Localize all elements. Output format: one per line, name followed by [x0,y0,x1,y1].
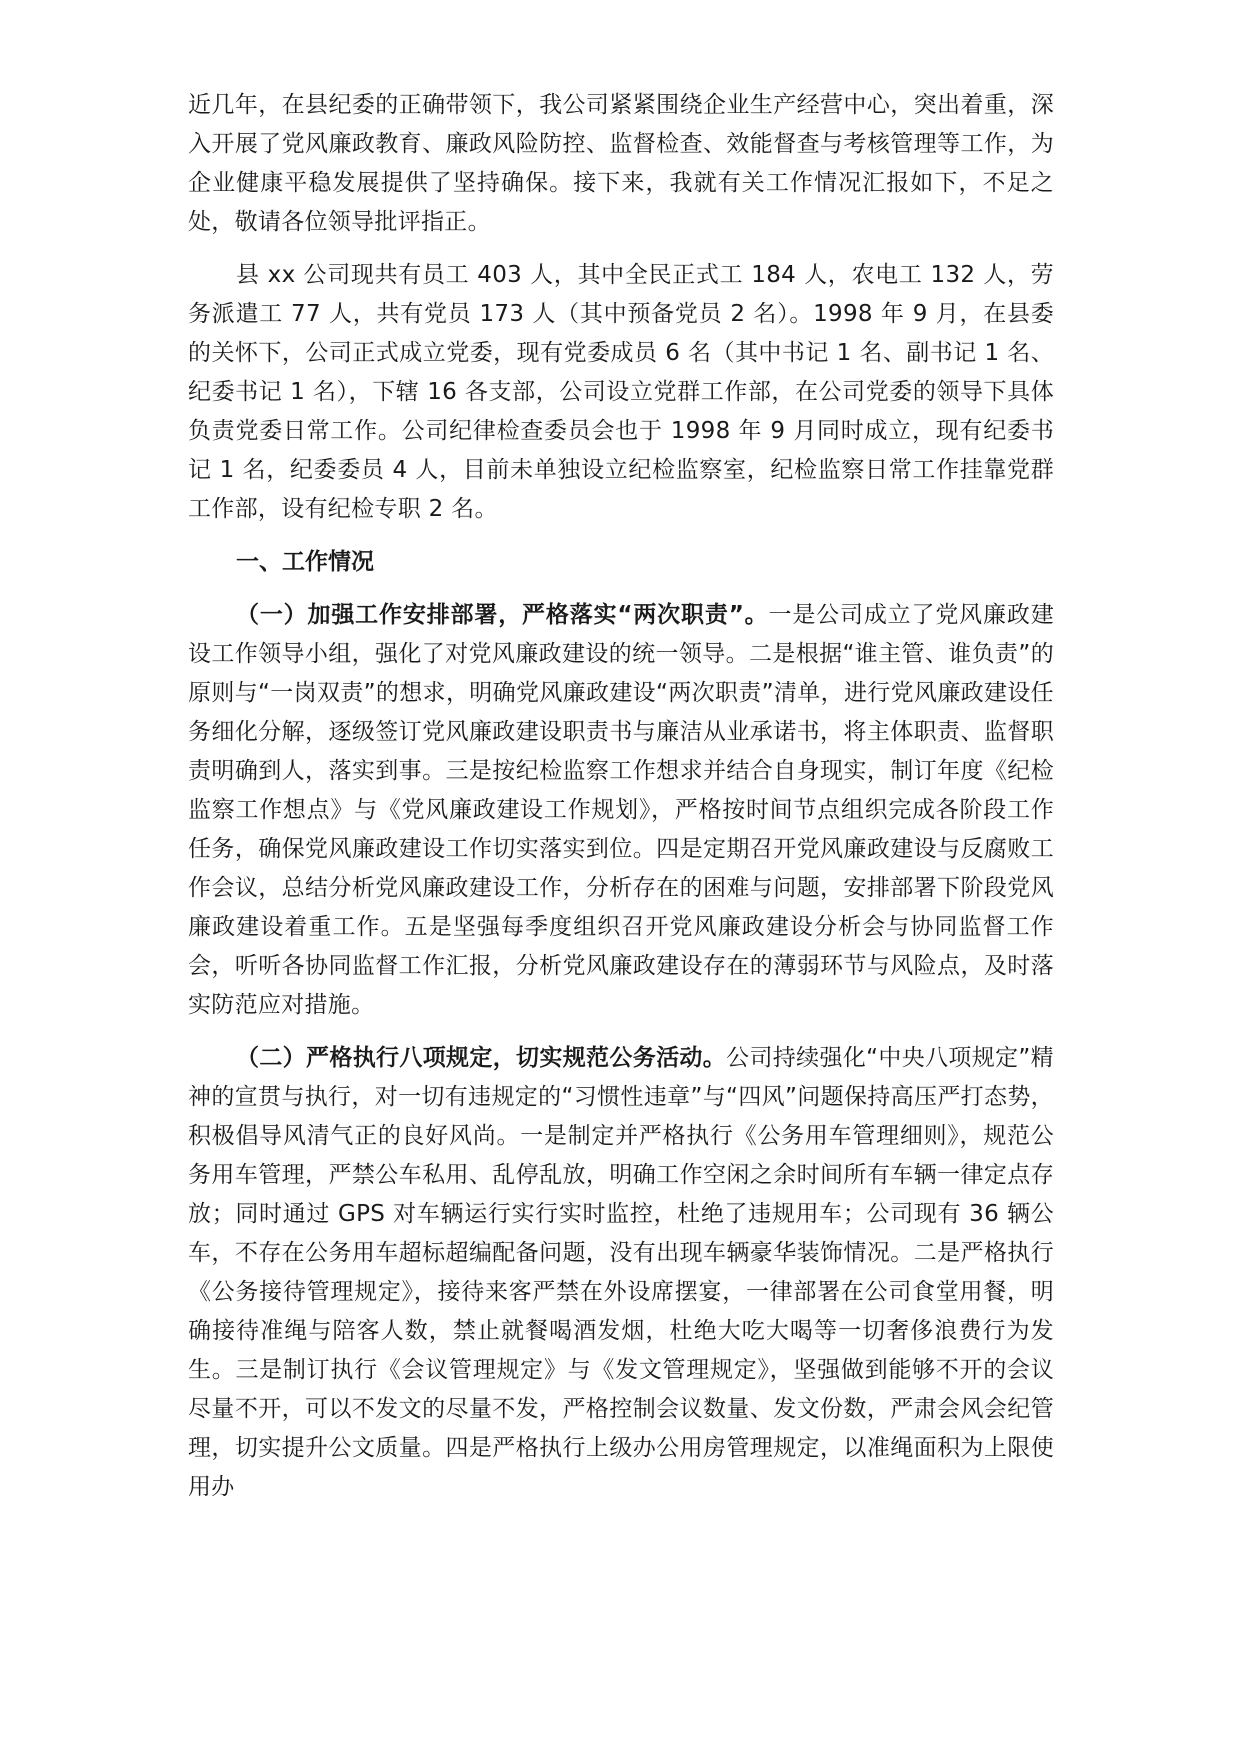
section-2-paragraph [188,1039,1054,1507]
section-1-body: 一是公司成立了党风廉政建设工作领导小组，强化了对党风廉政建设的统一领导。二是根据“谁主管、谁负责”的原则与“一岗双责”的想求，明确党风廉政建设“两次职责”清单，进行党风廉政建设任务细化分解，逐级签订党风廉政建设职责书与廉洁从业承诺书，将主体职责、监督职责明确到人，落实到事。三是按纪检监察工作想求并结合自身现实，制订年度《纪检监察工作想点》与《党风廉政建设工作规划》，严格按时间节点组织完成各阶段工作任务，确保党风廉政建设工作切实落实到位。四是定期召开党风廉政建设与反腐败工作会议，总结分析党风廉政建设工作，分析存在的困难与问题，安排部署下阶段党风廉政建设着重工作。五是坚强每季度组织召开党风廉政建设分析会与协同监督工作会，听听各协同监督工作汇报，分析党风廉政建设存在的薄弱环节与风险点，及时落实防范应对措施。 [188,602,1054,1018]
document-page [188,86,1054,1521]
section-2-lead: （二）严格执行八项规定，切实规范公务活动。 [236,1045,727,1071]
intro-paragraph: 近几年，在县纪委的正确带领下，我公司紧紧围绕企业生产经营中心，突出着重，深入开展了党风廉政教育、廉政风险防控、监督检查、效能督查与考核管理等工作，为企业健康平稳发展提供了坚持确保。接下来，我就有关工作情况汇报如下，不足之处，敬请各位领导批评指正。 [188,92,1054,235]
section-2-body: 公司持续强化“中央八项规定”精神的宣贯与执行，对一切有违规定的“习惯性违章”与“四风”问题保持高压严打态势，积极倡导风清气正的良好风尚。一是制定并严格执行《公务用车管理细则》，规范公务用车管理，严禁公车私用、乱停乱放，明确工作空闲之余时间所有车辆一律定点存放；同时通过 GPS 对车辆运行实行实时监控，杜绝了违规用车；公司现有 36 辆公车，不存在公务用车超标超编配备问题，没有出现车辆豪华装饰情况。二是严格执行《公务接待管理规定》，接待来客严禁在外设席摆宴，一律部署在公司食堂用餐，明确接待准绳与陪客人数，禁止就餐喝酒发烟，杜绝大吃大喝等一切奢侈浪费行为发生。三是制订执行《会议管理规定》与《发文管理规定》，坚强做到能够不开的会议尽量不开，可以不发文的尽量不发，严格控制会议数量、发文份数，严肃会风会纪管理，切实提升公文质量。四是严格执行上级办公用房管理规定，以准绳面积为上限使用办 [188,1045,1054,1500]
section-1-paragraph [188,596,1054,1025]
company-overview-paragraph: 县 xx 公司现共有员工 403 人，其中全民正式工 184 人，农电工 132 人，劳务派遣工 77 人，共有党员 173 人（其中预备党员 2 名）。1998 年 9 月，在县委的关怀下，公司正式成立党委，现有党委成员 6 名（其中书记 1 名、副书记 1 名、纪委书记 1 名），下辖 16 各支部，公司设立党群工作部，在公司党委的领导下具体负责党委日常工作。公司纪律检查委员会也于 1998 年 9 月同时成立，现有纪委书记 1 名，纪委委员 4 人，目前未单独设立纪检监察室，纪检监察日常工作挂靠党群工作部，设有纪检专职 2 名。 [188,262,1054,522]
section-1-lead: （一）加强工作安排部署，严格落实“两次职责”。 [236,602,769,628]
section-heading: 一、工作情况 [236,549,374,575]
